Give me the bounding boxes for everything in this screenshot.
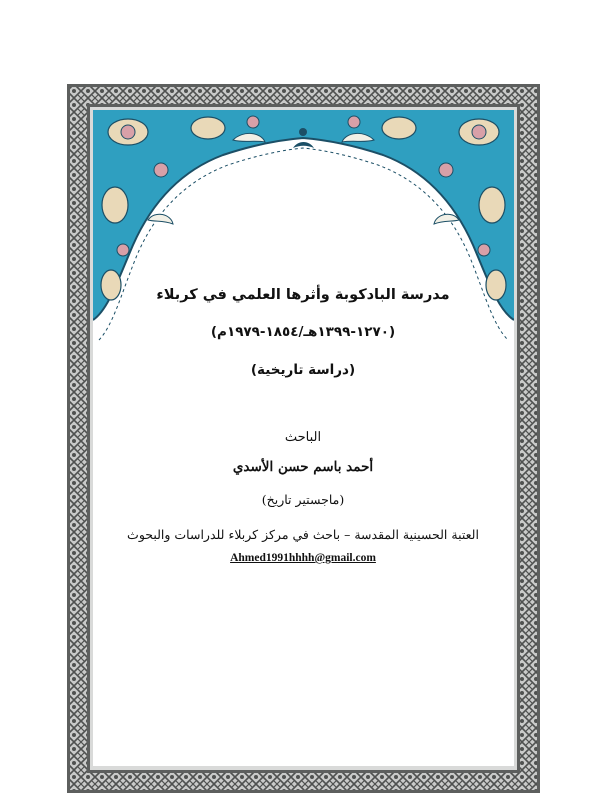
author-affiliation: العتبة الحسينية المقدسة – باحث في مركز كربلاء للدراسات والبحوث <box>127 527 479 542</box>
author-degree: (ماجستير تاريخ) <box>261 492 345 507</box>
author-email-link[interactable]: Ahmed1991hhhh@gmail.com <box>230 552 376 564</box>
document-title: مدرسة البادكوبة وأثرها العلمي في كربلاء <box>156 287 450 303</box>
author-name: أحمد باسم حسن الأسدي <box>232 459 374 475</box>
document-dates: (١٢٧٠-١٣٩٩هـ/١٨٥٤-١٩٧٩م) <box>210 324 396 340</box>
researcher-label: الباحث <box>284 430 322 445</box>
email-container <box>0 552 606 564</box>
document-subtitle: (دراسة تاريخية) <box>250 362 356 378</box>
